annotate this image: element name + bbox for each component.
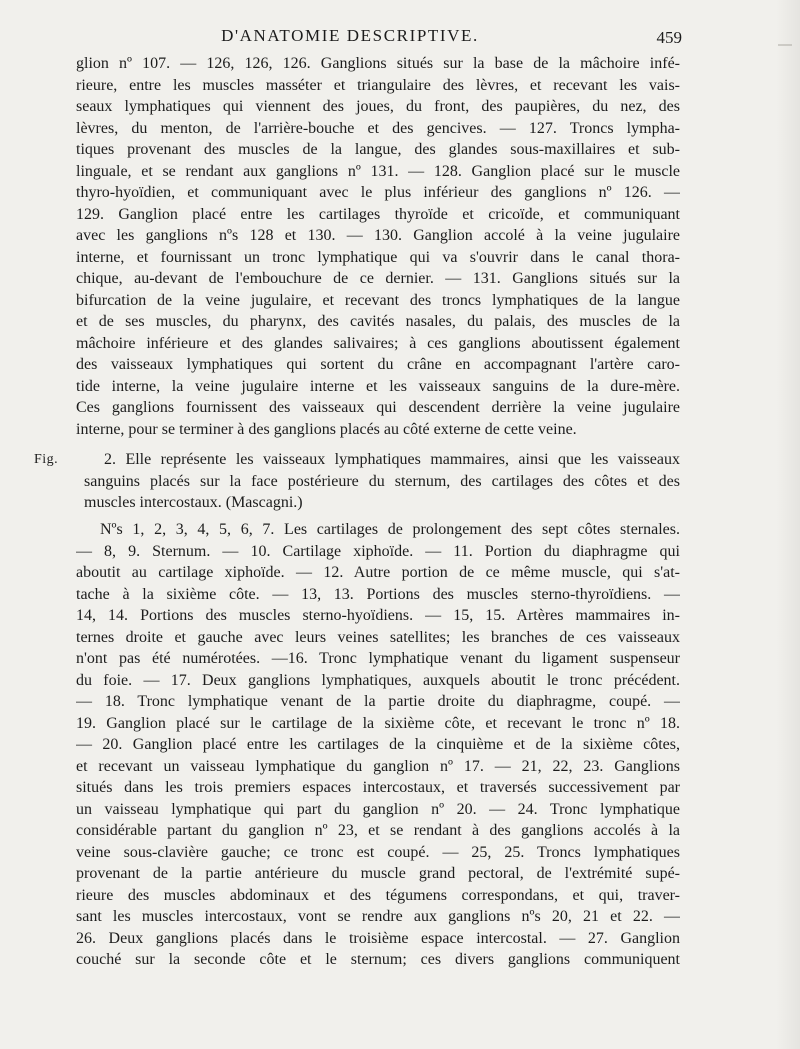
text-line: bifurcation de la veine jugulaire, et recevant des troncs lymphatiques de la langue <box>76 291 680 309</box>
text-line: — 20. Ganglion placé entre les cartilages de la cinquième et de la sixième côtes, <box>76 736 680 753</box>
page-number: 459 <box>656 28 682 47</box>
text-line: sanguins placés sur la face postérieure du sternum, des cartilages des côtes et des <box>84 472 680 490</box>
text-line: — 8, 9. Sternum. — 10. Cartilage xiphoïde. — 11. Portion du diaphragme qui <box>76 542 680 560</box>
text-line: muscles intercostaux. (Mascagni.) <box>84 494 303 511</box>
text-line: avec les ganglions nºs 128 et 130. — 130. Ganglion accolé à la veine jugulaire <box>76 227 680 244</box>
figure-label: Fig. <box>34 452 59 467</box>
text-line: interne, et fournissant un tronc lymphatique qui va s'ouvrir dans le canal thora- <box>76 248 680 266</box>
text-line: tiques provenant des muscles de la langue, des glandes sous-maxillaires et sub- <box>76 141 680 158</box>
text-line: Ces ganglions fournissent des vaisseaux qui descendent derrière la veine jugulaire <box>76 399 680 416</box>
text-line: ternes droite et gauche avec leurs veines satellites; les branches de ces vaisseaux <box>76 628 680 646</box>
text-line: mâchoire inférieure et des glandes salivaires; à ces ganglions aboutissent également <box>76 334 680 352</box>
text-line: considérable partant du ganglion nº 23, et se rendant à des ganglions accolés à la <box>76 822 680 839</box>
text-line: couché sur la seconde côte et le sternum; ces divers ganglions communiquent <box>76 951 680 968</box>
text-line: des vaisseaux lymphatiques qui sortent du crâne en accompagnant l'artère caro- <box>76 356 680 373</box>
text-line: linguale, et se rendant aux ganglions nº 131. — 128. Ganglion placé sur le muscle <box>76 162 680 180</box>
text-line: 26. Deux ganglions placés dans le troisième espace intercostal. — 27. Ganglion <box>76 929 680 947</box>
text-line: interne, pour se terminer à des ganglions placés au côté externe de cette veine. <box>76 420 577 438</box>
text-line: glion nº 107. — 126, 126, 126. Ganglions situés sur la base de la mâchoire infé- <box>76 55 680 72</box>
text-line: du foie. — 17. Deux ganglions lymphatiques, auxquels aboutit le tronc précédent. <box>76 671 680 689</box>
text-line: et de ses muscles, du pharynx, des cavités nasales, du palais, des muscles de la <box>76 313 680 330</box>
text-line: 2. Elle représente les vaisseaux lymphatiques mammaires, ainsi que les vaisseaux <box>104 451 680 468</box>
text-line: tache à la sixième côte. — 13, 13. Portions des muscles sterno-thyroïdiens. — <box>76 585 680 603</box>
text-line: chique, au-devant de l'embouchure de ce dernier. — 131. Ganglions situés sur la <box>76 270 680 287</box>
margin-mark <box>778 44 792 46</box>
text-line: aboutit au cartilage xiphoïde. — 12. Autre portion de ce même muscle, qui s'at- <box>76 564 680 581</box>
text-line: 19. Ganglion placé sur le cartilage de la sixième côte, et recevant le tronc nº 18. <box>76 714 680 732</box>
numbered-legend <box>76 519 680 971</box>
figure-caption <box>84 449 680 514</box>
text-line: 14, 14. Portions des muscles sterno-hyoïdiens. — 15, 15. Artères mammaires in- <box>76 607 680 624</box>
text-line: sant les muscles intercostaux, vont se rendre aux ganglions nºs 20, 21 et 22. — <box>76 908 680 925</box>
text-line: rieure, entre les muscles masséter et triangulaire des lèvres, et recevant les vais- <box>76 76 680 94</box>
text-line: provenant de la partie antérieure du muscle grand pectoral, de l'extrémité supé- <box>76 865 680 882</box>
legend-paragraph <box>76 53 680 440</box>
text-line: n'ont pas été numérotées. —16. Tronc lymphatique venant du ligament suspenseur <box>76 650 680 667</box>
text-line: un vaisseau lymphatique qui part du ganglion nº 20. — 24. Tronc lymphatique <box>76 800 680 818</box>
running-head <box>0 26 800 48</box>
text-line: — 18. Tronc lymphatique venant de la partie droite du diaphragme, coupé. — <box>76 693 680 710</box>
gutter-shade <box>776 0 800 1049</box>
page-title: D'ANATOMIE DESCRIPTIVE. <box>221 26 479 45</box>
text-line: tide interne, la veine jugulaire interne et les vaisseaux sanguins de la dure-mère. <box>76 377 680 395</box>
text-line: et recevant un vaisseau lymphatique du ganglion nº 17. — 21, 22, 23. Ganglions <box>76 757 680 775</box>
text-line: thyro-hyoïdien, et communiquant avec le plus inférieur des ganglions nº 126. — <box>76 184 680 201</box>
text-line: Nºs 1, 2, 3, 4, 5, 6, 7. Les cartilages de prolongement des sept côtes sternales. <box>100 521 680 538</box>
text-line: lèvres, du menton, de l'arrière-bouche et des gencives. — 127. Troncs lympha- <box>76 119 680 137</box>
text-line: 129. Ganglion placé entre les cartilages thyroïde et cricoïde, et communiquant <box>76 205 680 223</box>
text-line: situés dans les trois premiers espaces intercostaux, et traversés successivement par <box>76 779 680 796</box>
text-line: seaux lymphatiques qui viennent des joues, du front, des paupières, du nez, des <box>76 98 680 115</box>
text-line: veine sous-clavière gauche; ce tronc est coupé. — 25, 25. Troncs lymphatiques <box>76 843 680 861</box>
text-line: rieure des muscles abdominaux et des tégumens correspondans, et qui, traver- <box>76 886 680 904</box>
